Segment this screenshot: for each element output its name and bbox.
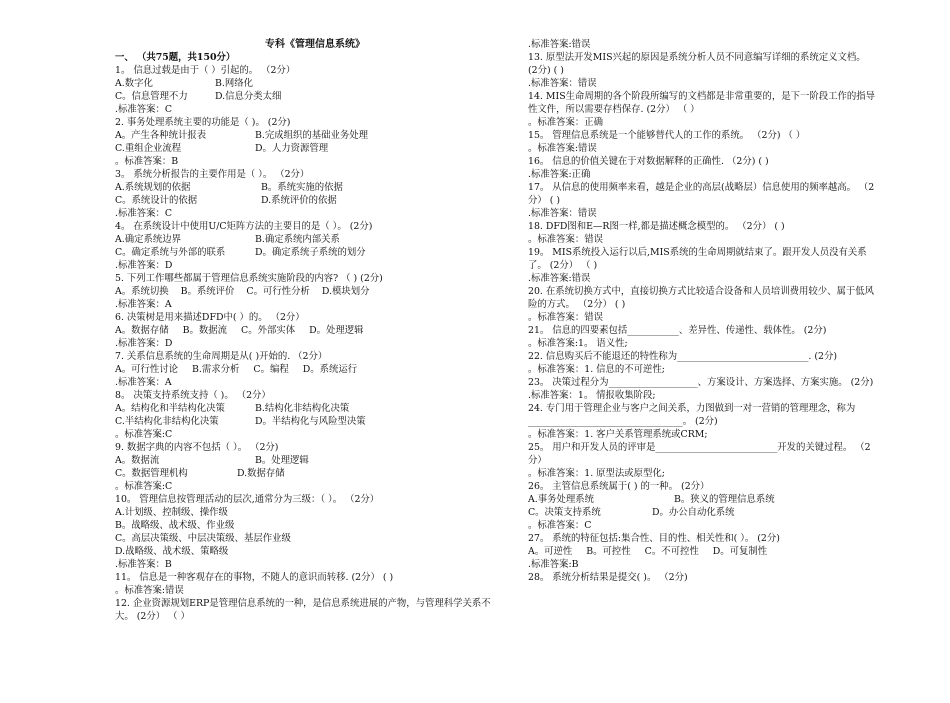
question-15: 15。 管理信息系统是一个能够替代人的工作的系统。 （2分) （ ） [528, 130, 806, 141]
options [115, 402, 495, 415]
option-a: A.计划级、控制级、操作级 [115, 507, 228, 518]
question-25: 25。 用户和开发人员的评审是__________________________开发的关键过程。 （2分） [528, 442, 871, 466]
options [115, 90, 495, 103]
answer: 。标准答案：1. 客户关系管理系统或CRM; [528, 429, 708, 440]
options [528, 493, 876, 506]
option-b: B。系统实施的依据 [261, 182, 343, 193]
options [115, 246, 495, 259]
option-c: C。外部实体 [241, 325, 296, 336]
option-b: B。可控性 [586, 546, 631, 557]
answer: .标准答案：D [115, 338, 173, 349]
question-9: 9. 数据字典的内容不包括（ ）。 （2分) [115, 442, 279, 453]
options [115, 285, 495, 298]
answer: 。标准答案：正确 [528, 117, 604, 128]
option-c: C。编程 [253, 364, 289, 375]
answer: .标准答案：C [115, 208, 173, 219]
answer: .标准答案：1。 情报收集阶段; [528, 390, 656, 401]
option-c: C.半结构化非结构化决策 [115, 416, 219, 427]
option-c: C。数据管理机构 [115, 468, 188, 479]
answer: .标准答案：错误 [528, 208, 597, 219]
options [528, 545, 876, 558]
option-c: C。可行性分析 [246, 286, 310, 297]
answer: .标准答案：C [115, 104, 173, 115]
option-a: A。数据流 [115, 455, 160, 466]
option-c: C。系统设计的依据 [115, 195, 198, 206]
option-d: D。确定系统子系统的划分 [255, 247, 366, 258]
option-b: B。数据流 [182, 325, 228, 336]
option-d: D。可复制性 [712, 546, 768, 557]
answer: .标准答案:错误 [528, 39, 591, 50]
options [115, 415, 495, 428]
option-c: C。不可控性 [644, 546, 699, 557]
question-23: 23。 决策过程分为___________________、方案设计、方案选择、方案实施。 (2分) [528, 377, 874, 388]
section-heading: 一、 （共75题，共150分） [115, 52, 236, 63]
option-b: B.网络化 [215, 78, 253, 89]
option-a: A。系统切换 [115, 286, 169, 297]
answer: 。标准答案:C [115, 481, 173, 492]
option-a: A。结构化和半结构化决策 [115, 403, 225, 414]
answer: .标准答案:B [528, 559, 579, 570]
options [115, 363, 495, 376]
answer: .标准答案：B [115, 559, 172, 570]
options [115, 129, 495, 142]
option-d: D.系统评价的依据 [261, 195, 337, 206]
answer: 。标准答案:C [115, 429, 173, 440]
question-7: 7. 关系信息系统的生命周期是从( )开始的. （2分） [115, 351, 328, 362]
question-24: 24. 专门用于管理企业与客户之间关系，力图做到一对一营销的管理理念，称为_________________________________。 (2分) [528, 403, 856, 427]
question-20: 20. 在系统切换方式中，直接切换方式比较适合设备和人员培训费用较少、属于低风险的方式。 （2分） ( ) [528, 286, 875, 310]
answer: .标准答案:错误 [528, 273, 591, 284]
options [115, 194, 495, 207]
question-26: 26。 主管信息系统属于( ) 的一种。 (2分） [528, 481, 710, 492]
right-column [528, 38, 876, 584]
question-5: 5. 下列工作哪些都属于管理信息系统实施阶段的内容? （ ) (2分) [115, 273, 383, 284]
option-b: B。系统评价 [180, 286, 235, 297]
option-b: B。战略级、战术级、作业级 [115, 520, 235, 531]
option-d: D.战略级、战术级、策略级 [115, 546, 229, 557]
answer: 。标准答案:1。 语义性; [528, 338, 628, 349]
question-3: 3。 系统分析报告的主要作用是（ ）。 （2分） [115, 169, 310, 180]
question-8: 8。 决策支持系统支持（ )。 （2分） [115, 390, 271, 401]
left-column [115, 38, 495, 623]
question-13: 13. 原型法开发MIS兴起的原因是系统分析人员不同意编写详细的系统定义文档。 (2分) ( ) [528, 52, 866, 76]
answer: 。标准答案：C [528, 520, 592, 531]
option-b: B.完成组织的基础业务处理 [255, 130, 368, 141]
answer: .标准答案:正确 [528, 169, 591, 180]
option-d: D.模块划分 [321, 286, 370, 297]
options [115, 77, 495, 90]
answer: .标准答案：错误 [528, 78, 597, 89]
question-18: 18. DFD图和E—R图一样,都是描述概念模型的。 （2分） ( ) [528, 221, 785, 232]
option-b: B。处理逻辑 [255, 455, 309, 466]
question-27: 27。 系统的特征包括:集合性、目的性、相关性和( ）。 (2分) [528, 533, 780, 544]
option-d: D.信息分类太细 [215, 91, 282, 102]
answer: 。标准答案：错误 [528, 312, 604, 323]
question-4: 4。 在系统设计中使用U/C矩阵方法的主要目的是（ ）。 (2分) [115, 221, 373, 232]
option-c: C。决策支持系统 [528, 507, 601, 518]
option-d: D。办公自动化系统 [652, 507, 735, 518]
option-b: B.结构化非结构化决策 [255, 403, 350, 414]
option-d: D.数据存储 [237, 468, 285, 479]
answer: 。标准答案:错误 [528, 143, 597, 154]
question-1: 1。 信息过载是由于（ ）引起的。 （2分） [115, 65, 296, 76]
document-title: 专科《管理信息系统》 [265, 39, 365, 50]
question-22: 22. 信息购买后不能退还的特性称为____________________________. (2分) [528, 351, 838, 362]
option-a: A.系统规划的依据 [115, 182, 191, 193]
answer: .标准答案：D [115, 260, 173, 271]
option-d: D。处理逻辑 [309, 325, 364, 336]
option-a: A.事务处理系统 [528, 494, 595, 505]
option-b: B.确定系统内部关系 [255, 234, 340, 245]
option-c: C。确定系统与外部的联系 [115, 247, 226, 258]
option-c: C。信息管理不力 [115, 91, 188, 102]
options [528, 506, 876, 519]
question-28: 28。 系统分析结果是提交( )。 （2分) [528, 572, 688, 583]
options [115, 142, 495, 155]
options [115, 467, 495, 480]
option-a: A。可行性讨论 [115, 364, 179, 375]
answer: 。标准答案：B [115, 156, 179, 167]
question-12: 12. 企业资源规划ERP是管理信息系统的一种，是信息系统进展的产物，与管理科学关系不大。 (2分） （ ） [115, 598, 491, 622]
question-14: 14. MIS生命周期的各个阶段所编写的文档都是非常重要的，是下一阶段工作的指导性文件，所以需要存档保存. (2分） （ ） [528, 91, 875, 115]
answer: 。标准答案：1. 信息的不可逆性; [528, 364, 665, 375]
question-11: 11。 信息是一种客观存在的事物，不随人的意识而转移. (2分） ( ) [115, 572, 394, 583]
option-a: A。产生各种统计报表 [115, 130, 207, 141]
option-d: D。人力资源管理 [255, 143, 329, 154]
answer: .标准答案：A [115, 299, 172, 310]
answer: 。标准答案：1. 原型法或原型化; [528, 468, 665, 479]
option-d: D。半结构化与风险型决策 [255, 416, 366, 427]
option-c: C.重组企业流程 [115, 143, 182, 154]
option-a: A.数字化 [115, 78, 153, 89]
question-21: 21。 信息的四要素包括___________、差异性、传递性、载体性。 (2分) [528, 325, 827, 336]
option-c: C。高层决策级、中层决策级、基层作业级 [115, 533, 291, 544]
options [115, 324, 495, 337]
answer: 。标准答案:错误 [115, 585, 184, 596]
option-a: A.确定系统边界 [115, 234, 182, 245]
question-6: 6. 决策树是用来描述DFD中( ）的。 （2分） [115, 312, 305, 323]
question-19: 19。 MIS系统投入运行以后,MIS系统的生命周期就结束了。跟开发人员没有关系了。 (2分） （ ) [528, 247, 867, 271]
option-a: A。可逆性 [528, 546, 573, 557]
answer: .标准答案：A [115, 377, 172, 388]
option-b: B.需求分析 [192, 364, 240, 375]
option-d: D。系统运行 [302, 364, 358, 375]
question-2: 2. 事务处理系统主要的功能是（ )。 (2分) [115, 117, 291, 128]
question-17: 17。 从信息的使用频率来看，越是企业的高层(战略层）信息使用的频率越高。 （2分） ( ) [528, 182, 875, 206]
option-a: A。数据存储 [115, 325, 169, 336]
answer: 。标准答案：错误 [528, 234, 604, 245]
options [115, 454, 495, 467]
question-10: 10。 管理信息按管理活动的层次,通常分为三级：（ ）。 （2分） [115, 494, 380, 505]
option-b: B。狭义的管理信息系统 [674, 494, 775, 505]
options [115, 181, 495, 194]
options [115, 233, 495, 246]
question-16: 16。 信息的价值关键在于对数据解释的正确性. （2分) ( ) [528, 156, 769, 167]
